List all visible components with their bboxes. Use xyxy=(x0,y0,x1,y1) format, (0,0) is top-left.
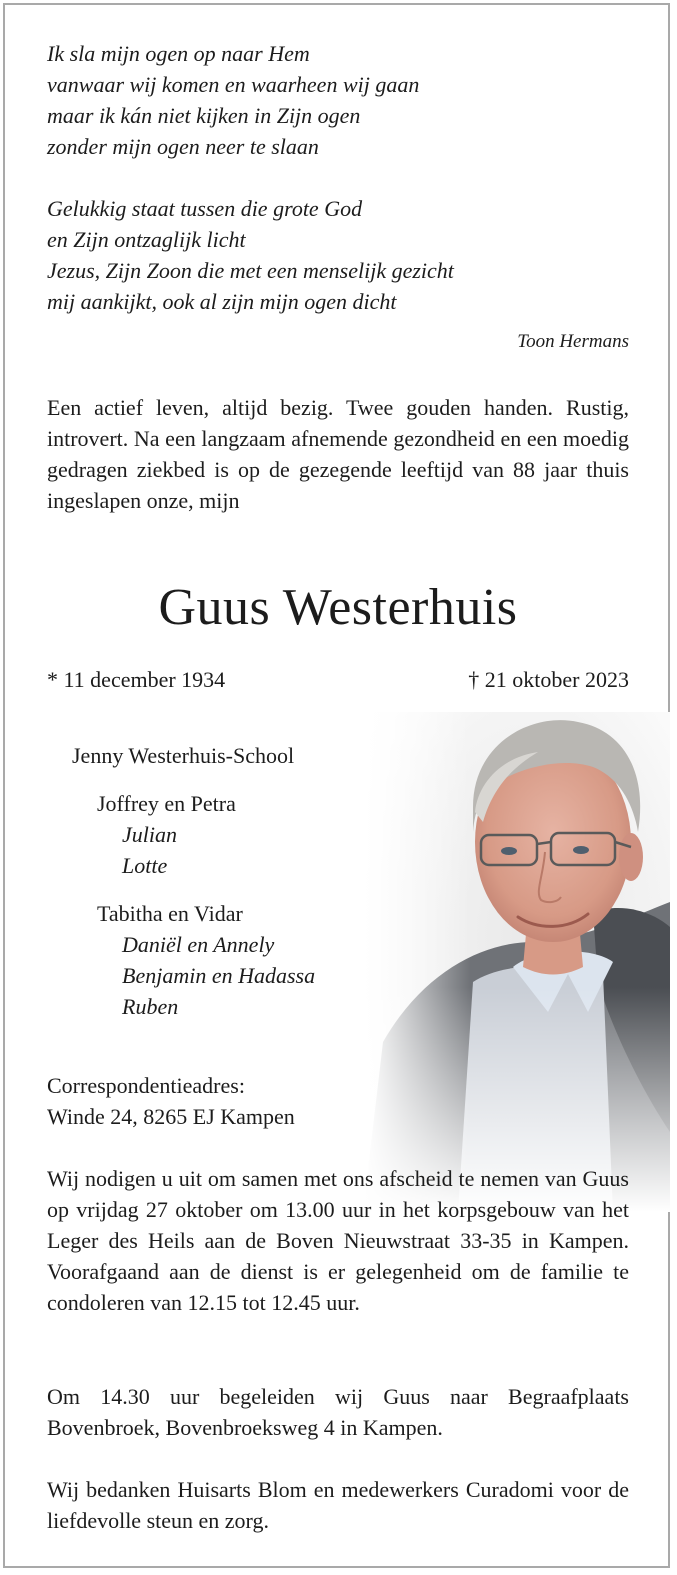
deceased-name: Guus Westerhuis xyxy=(158,579,518,636)
poem-line: en Zijn ontzaglijk licht xyxy=(47,227,246,252)
poem-line: zonder mijn ogen neer te slaan xyxy=(47,134,319,159)
grandchild-name: Ruben xyxy=(122,994,179,1019)
grandchild-name: Julian xyxy=(122,822,177,847)
address-label: Correspondentieadres: xyxy=(47,1073,245,1098)
poem-line: mij aankijkt, ook al zijn mijn ogen dicht xyxy=(47,289,397,314)
poem-line: Ik sla mijn ogen op naar Hem xyxy=(47,41,310,66)
grandchild-name: Daniël en Annely xyxy=(122,932,275,957)
thanks-text: Wij bedanken Huisarts Blom en medewerkers Curadomi voor de liefdevolle steun en zorg. xyxy=(47,1477,629,1533)
child-name: Joffrey en Petra xyxy=(97,791,236,816)
address-value: Winde 24, 8265 EJ Kampen xyxy=(47,1104,295,1129)
grandchild-name: Lotte xyxy=(122,853,168,878)
poem-line: Gelukkig staat tussen die grote God xyxy=(47,196,363,221)
poem-author: Toon Hermans xyxy=(517,331,629,352)
intro-text: Een actief leven, altijd bezig. Twee gouden handen. Rustig, introvert. Na een langzaam afnemende gezondheid en een moedig gedragen ziekbed is op de gezegende leeftijd van 88 jaar thuis ingeslapen onze, mijn xyxy=(47,395,629,513)
death-date: † 21 oktober 2023 xyxy=(468,667,629,692)
correspondence-address xyxy=(47,1070,295,1132)
poem-line: maar ik kán niet kijken in Zijn ogen xyxy=(47,103,361,128)
birth-date: * 11 december 1934 xyxy=(47,667,226,692)
invitation-text: Wij nodigen u uit om samen met ons afscheid te nemen van Guus op vrijdag 27 oktober om 13.00 uur in het korpsgebouw van het Leger des Heils aan de Boven Nieuwstraat 33-35 in Kampen. Voorafgaand aan de dienst is er gelegenheid om de familie te condoleren van 12.15 tot 12.45 uur. xyxy=(47,1166,629,1315)
poem-line: Jezus, Zijn Zoon die met een menselijk gezicht xyxy=(47,258,454,283)
grandchild-name: Benjamin en Hadassa xyxy=(122,963,316,988)
poem xyxy=(47,38,629,317)
spouse-name: Jenny Westerhuis-School xyxy=(72,743,295,768)
poem-line: vanwaar wij komen en waarheen wij gaan xyxy=(47,72,420,97)
burial-text: Om 14.30 uur begeleiden wij Guus naar Begraafplaats Bovenbroek, Bovenbroeksweg 4 in Kampen. xyxy=(47,1384,629,1440)
portrait-photo xyxy=(363,712,670,1212)
child-name: Tabitha en Vidar xyxy=(97,901,243,926)
